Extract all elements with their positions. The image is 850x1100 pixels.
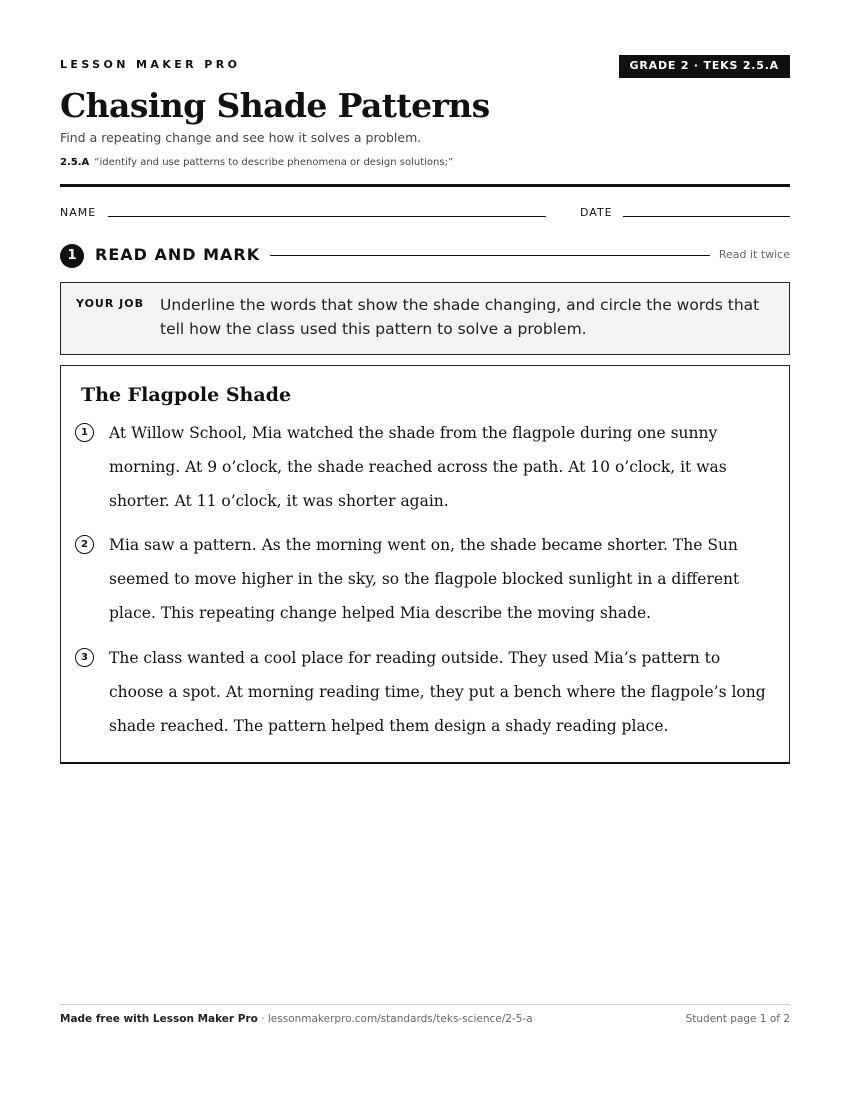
date-label: DATE — [580, 206, 613, 219]
page-subtitle: Find a repeating change and see how it solves a problem. — [60, 130, 422, 145]
your-job-label: YOUR JOB — [76, 297, 144, 310]
section-note: Read it twice — [718, 248, 790, 261]
paragraph-text-3: The class wanted a cool place for reading outside. They used Mia’s pattern to choose a spot. At morning reading time, they put a bench where the flagpole’s long shade reached. The pattern helped them design a shady reading place. — [109, 649, 766, 735]
standard-statement — [60, 157, 453, 168]
footer-brand: Made free with Lesson Maker Pro — [60, 1013, 258, 1025]
standard-text: “identify and use patterns to describe phenomena or design solutions;” — [94, 157, 454, 168]
grade-badge: GRADE 2 · TEKS 2.5.A — [619, 55, 790, 78]
section-divider — [270, 255, 710, 256]
story-title: The Flagpole Shade — [81, 384, 292, 406]
footer-url[interactable]: · lessonmakerpro.com/standards/teks-science/2-5-a — [257, 1013, 533, 1025]
section-number-badge: 1 — [60, 244, 84, 268]
name-field[interactable] — [108, 216, 546, 217]
footer-divider — [60, 1004, 790, 1005]
footer-credit — [60, 1013, 533, 1025]
paragraph-text-1: At Willow School, Mia watched the shade from the flagpole during one sunny morning. At 9 o’clock, the shade reached across the path. At 10 o’clock, it was shorter. At 11 o’clock, it was shorter again. — [109, 424, 727, 510]
paragraph-number-3: 3 — [75, 648, 94, 667]
brand-name: LESSON MAKER PRO — [60, 58, 241, 71]
your-job-text: Underline the words that show the shade changing, and circle the words that tell how the class used this pattern to solve a problem. — [160, 296, 760, 338]
name-label: NAME — [60, 206, 97, 219]
standard-code: 2.5.A — [60, 157, 90, 168]
footer-page-number: Student page 1 of 2 — [685, 1013, 790, 1025]
page-title: Chasing Shade Patterns — [60, 86, 490, 125]
paragraph-text-2: Mia saw a pattern. As the morning went on, the shade became shorter. The Sun seemed to move higher in the sky, so the flagpole blocked sunlight in a different place. This repeating change helped Mia describe the moving shade. — [109, 536, 740, 622]
worksheet-page — [60, 0, 790, 1100]
paragraph-number-2: 2 — [75, 535, 94, 554]
date-field[interactable] — [623, 216, 790, 217]
paragraph-number-1: 1 — [75, 423, 94, 442]
your-job-box — [60, 282, 790, 355]
section-title: READ AND MARK — [95, 245, 261, 264]
header-divider — [60, 184, 790, 187]
story-box — [60, 365, 790, 764]
